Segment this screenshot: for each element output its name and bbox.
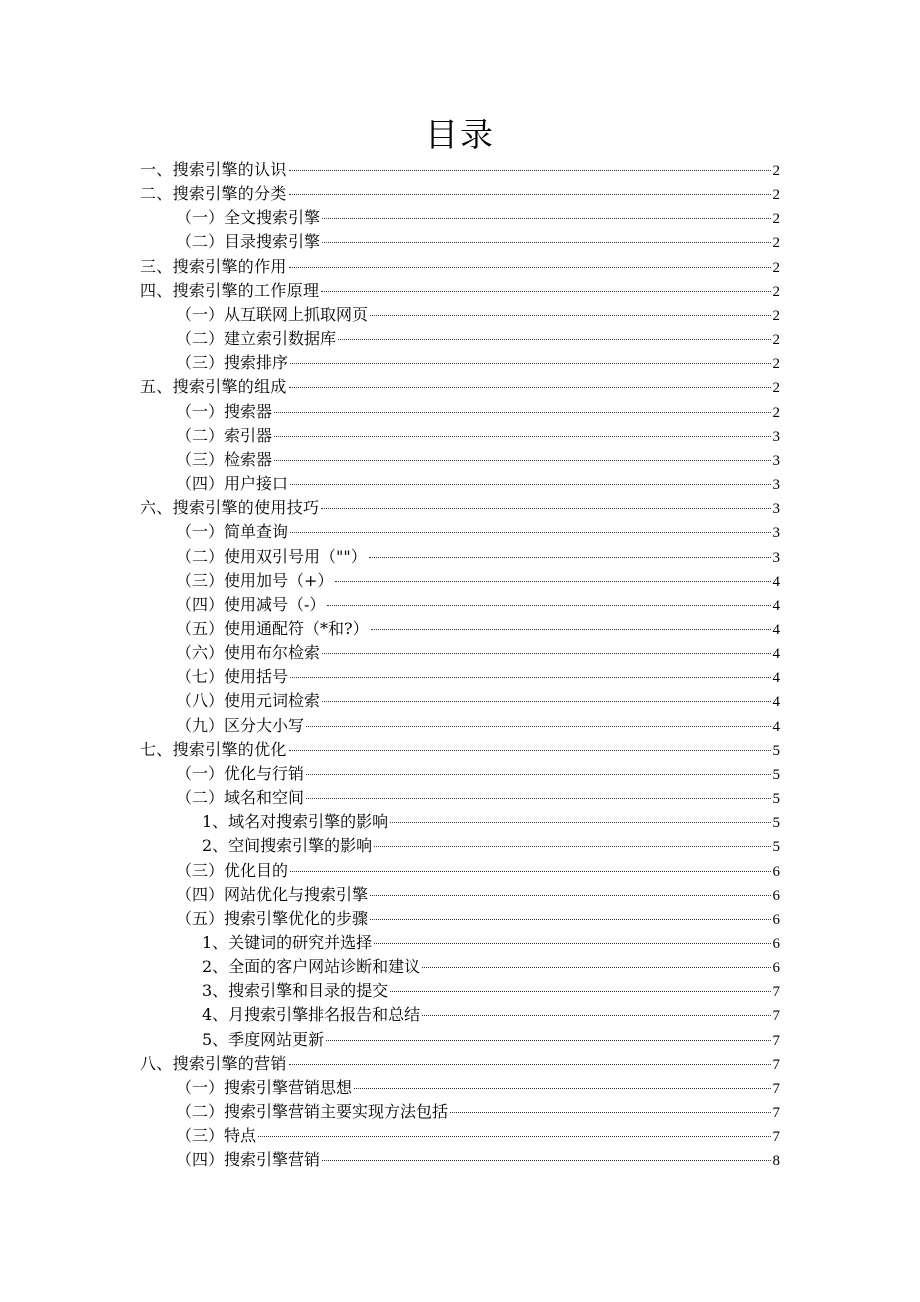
toc-entry-page-number: 2 [772,259,780,276]
dot-leader [289,386,771,388]
toc-entry-label: （一）简单查询 [176,522,289,542]
toc-entry-page-number: 6 [772,960,780,977]
toc-entry-label: 七、搜索引擎的优化 [140,739,287,759]
dot-leader [327,604,770,606]
dot-leader [370,918,770,920]
toc-entry-label: （一）搜索引擎营销思想 [176,1077,353,1097]
toc-entry-label: （一）全文搜索引擎 [176,208,321,228]
toc-entry[interactable] [140,1003,780,1027]
dot-leader [290,362,770,364]
dot-leader [322,217,770,219]
toc-entry[interactable] [140,979,780,1003]
toc-entry[interactable] [140,448,780,472]
toc-entry[interactable] [140,931,780,955]
table-of-contents [140,158,780,1173]
toc-entry-label: （三）搜索排序 [176,353,289,373]
toc-entry-label: 1、关键词的研究并选择 [202,933,373,952]
dot-leader [306,797,770,799]
dot-leader [321,290,770,292]
toc-entry[interactable] [140,472,780,496]
toc-entry-page-number: 3 [772,428,780,445]
toc-entry[interactable] [140,520,780,544]
toc-entry[interactable] [140,955,780,979]
dot-leader [306,773,770,775]
toc-entry[interactable] [140,545,780,569]
toc-entry-page-number: 3 [772,477,780,494]
dot-leader [326,1039,770,1041]
toc-entry-label: （二）建立索引数据库 [176,329,337,349]
toc-entry-page-number: 2 [772,283,780,300]
toc-entry-page-number: 7 [772,1008,780,1025]
toc-entry-label: （六）使用布尔检索 [176,643,321,663]
toc-entry-label: （二）目录搜索引擎 [176,232,321,252]
dot-leader [390,990,770,992]
toc-entry[interactable] [140,859,780,883]
toc-entry-label: 三、搜索引擎的作用 [140,256,287,276]
toc-entry-label: 五、搜索引擎的组成 [140,377,287,397]
toc-entry-label: 一、搜索引擎的认识 [140,160,287,179]
dot-leader [338,338,770,340]
toc-entry-label: （三）优化目的 [176,860,289,880]
toc-entry-label: （二）索引器 [176,425,273,445]
toc-entry-label: 六、搜索引擎的使用技巧 [140,498,320,518]
toc-entry-label: （二）域名和空间 [176,788,305,808]
toc-entry[interactable] [140,1076,780,1100]
toc-entry-page-number: 5 [772,839,780,856]
toc-entry-label: 二、搜索引擎的分类 [140,184,287,204]
toc-entry-page-number: 4 [772,694,780,711]
toc-entry-label: （四）使用减号（-） [176,594,326,614]
toc-entry[interactable] [140,230,780,254]
toc-entry-label: 四、搜索引擎的工作原理 [140,280,320,300]
dot-leader [258,1135,770,1137]
toc-entry[interactable] [140,1124,780,1148]
toc-entry-page-number: 4 [772,573,780,590]
page-title: 目录 [425,115,495,154]
toc-entry[interactable] [140,1100,780,1124]
toc-entry[interactable] [140,810,780,834]
toc-entry-page-number: 2 [772,235,780,252]
toc-entry[interactable] [140,738,780,762]
dot-leader [290,870,770,872]
toc-entry-page-number: 5 [772,791,780,808]
dot-leader [289,169,771,171]
toc-entry[interactable] [140,424,780,448]
toc-entry[interactable] [140,158,780,182]
toc-entry-page-number: 7 [772,1032,780,1049]
toc-entry-label: 2、全面的客户网站诊断和建议 [202,957,421,977]
toc-entry-page-number: 2 [772,356,780,373]
toc-entry[interactable] [140,714,780,738]
toc-entry-page-number: 2 [772,380,780,397]
toc-entry-page-number: 8 [772,1153,780,1170]
toc-entry-page-number: 4 [772,670,780,687]
toc-entry-label: 1、域名对搜索引擎的影响 [202,812,389,832]
toc-entry-label: （四）网站优化与搜索引擎 [176,884,369,904]
toc-entry[interactable] [140,303,780,327]
toc-entry[interactable] [140,182,780,206]
toc-entry[interactable] [140,327,780,351]
toc-entry-page-number: 7 [772,984,780,1001]
toc-entry-label: 4、月搜索引擎排名报告和总结 [202,1005,421,1025]
toc-entry-label: 2、空间搜索引擎的影响 [202,836,373,856]
toc-entry-page-number: 7 [772,1129,780,1146]
toc-entry-page-number: 4 [772,597,780,614]
toc-entry-label: （四）用户接口 [176,474,289,494]
toc-entry[interactable] [140,689,780,713]
toc-entry-page-number: 6 [772,936,780,952]
dot-leader [374,845,770,847]
toc-entry-label: （三）检索器 [176,449,273,469]
toc-entry-label: （一）搜索器 [176,401,273,421]
toc-entry-page-number: 6 [772,863,780,880]
dot-leader [370,894,770,896]
dot-leader [322,652,770,654]
toc-entry-label: 八、搜索引擎的营销 [140,1053,287,1073]
toc-entry-page-number: 3 [772,452,780,469]
toc-entry-page-number: 7 [772,1056,780,1073]
toc-entry[interactable] [140,569,780,593]
toc-entry[interactable] [140,665,780,689]
dot-leader [369,556,771,558]
dot-leader [274,411,770,413]
dot-leader [290,483,770,485]
toc-entry[interactable] [140,1028,780,1052]
dot-leader [289,1063,771,1065]
dot-leader [289,193,771,195]
toc-entry[interactable] [140,617,780,641]
toc-entry-label: （二）搜索引擎营销主要实现方法包括 [176,1102,449,1122]
dot-leader [290,676,770,678]
toc-entry[interactable] [140,1148,780,1172]
toc-entry-page-number: 7 [772,1080,780,1097]
toc-entry[interactable] [140,400,780,424]
toc-entry[interactable] [140,1052,780,1076]
toc-entry-page-number: 6 [772,887,780,904]
toc-entry[interactable] [140,593,780,617]
toc-entry-page-number: 2 [772,211,780,228]
toc-entry[interactable] [140,351,780,375]
toc-entry-label: （五）使用通配符（*和?） [176,618,369,638]
toc-entry-label: （一）优化与行销 [176,763,305,783]
dot-leader [289,749,771,751]
toc-entry-page-number: 5 [772,815,780,832]
toc-entry-page-number: 4 [772,718,780,735]
dot-leader [422,1014,770,1016]
dot-leader [354,1087,770,1089]
dot-leader [321,507,770,509]
dot-leader [374,942,770,944]
toc-entry-label: （二）使用双引号用（""） [176,546,367,566]
toc-entry-label: （三）使用加号（+） [176,570,334,590]
toc-entry[interactable] [140,641,780,665]
toc-entry-page-number: 5 [772,766,780,783]
toc-entry-label: （五）搜索引擎优化的步骤 [176,908,369,928]
toc-entry-label: （一）从互联网上抓取网页 [176,304,369,324]
dot-leader [450,1111,770,1113]
toc-entry-page-number: 2 [772,163,780,179]
dot-leader [290,531,770,533]
toc-entry-page-number: 3 [772,501,780,518]
toc-entry-label: （四）搜索引擎营销 [176,1150,321,1170]
toc-entry[interactable] [140,279,780,303]
toc-entry[interactable] [140,762,780,786]
toc-entry-page-number: 4 [772,646,780,663]
dot-leader [322,700,770,702]
toc-entry[interactable] [140,907,780,931]
toc-entry[interactable] [140,834,780,858]
toc-entry-page-number: 3 [772,525,780,542]
toc-entry-page-number: 2 [772,187,780,204]
dot-leader [371,628,771,630]
toc-entry[interactable] [140,206,780,230]
dot-leader [390,821,770,823]
toc-entry-label: 3、搜索引擎和目录的提交 [202,981,389,1001]
toc-entry[interactable] [140,786,780,810]
dot-leader [370,314,770,316]
dot-leader [289,266,771,268]
toc-entry-label: 5、季度网站更新 [202,1029,325,1049]
toc-entry-page-number: 2 [772,332,780,349]
dot-leader [322,241,770,243]
dot-leader [422,966,770,968]
toc-entry[interactable] [140,883,780,907]
toc-entry-page-number: 4 [772,621,780,638]
dot-leader [306,725,770,727]
dot-leader [274,459,770,461]
dot-leader [274,435,770,437]
dot-leader [335,580,770,582]
toc-entry-label: （三）特点 [176,1126,257,1146]
toc-entry-page-number: 7 [772,1105,780,1122]
toc-entry[interactable] [140,496,780,520]
dot-leader [322,1159,770,1161]
toc-entry-page-number: 3 [772,549,780,566]
toc-entry-page-number: 2 [772,307,780,324]
toc-entry-label: （八）使用元词检索 [176,691,321,711]
toc-entry-page-number: 2 [772,404,780,421]
toc-entry-label: （七）使用括号 [176,667,289,687]
toc-entry-page-number: 5 [772,742,780,759]
toc-entry[interactable] [140,375,780,399]
toc-entry-page-number: 6 [772,911,780,928]
toc-entry-label: （九）区分大小写 [176,715,305,735]
toc-entry[interactable] [140,255,780,279]
